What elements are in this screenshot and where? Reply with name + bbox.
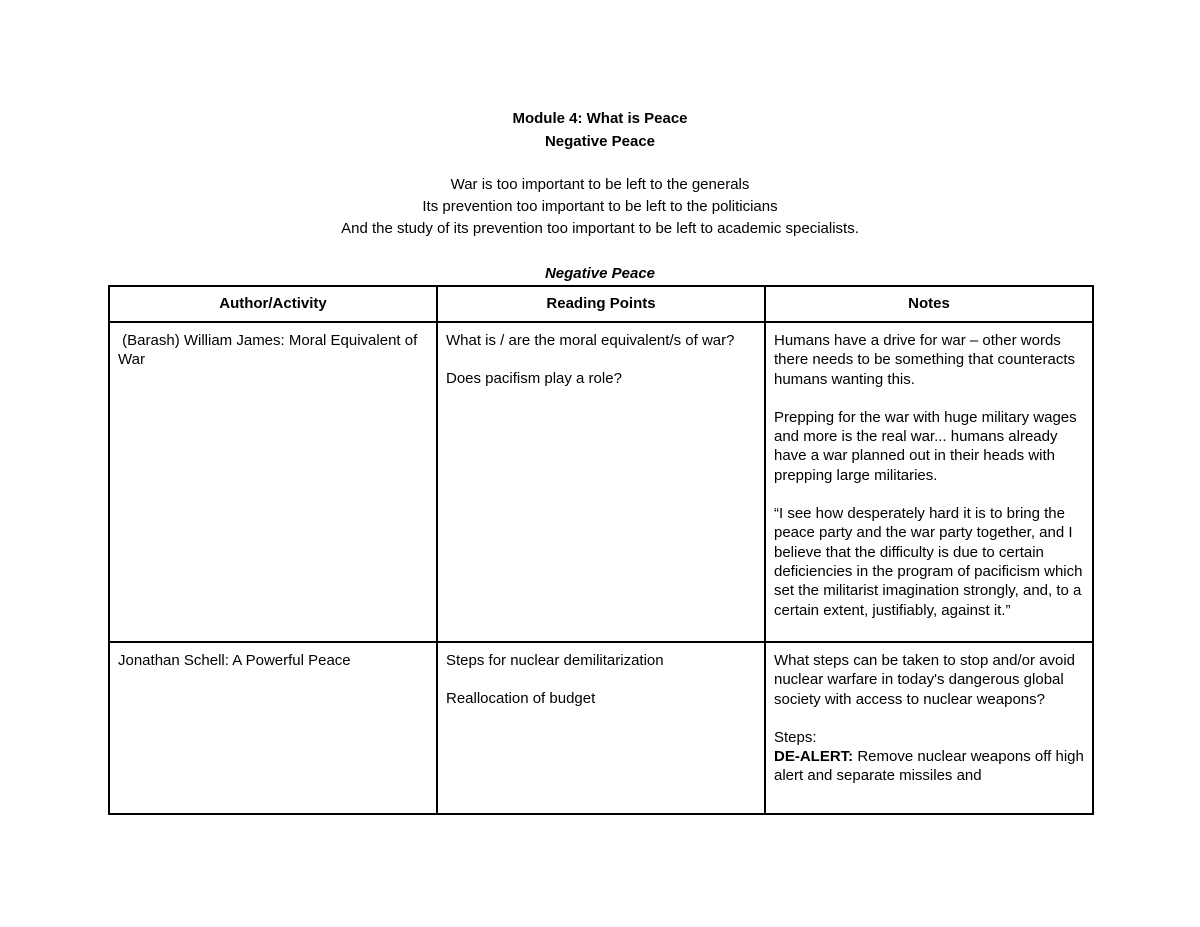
table-row xyxy=(109,322,1093,642)
reading-point: Reallocation of budget xyxy=(446,690,596,708)
document-subtitle: Negative Peace xyxy=(544,133,656,150)
dealert-text: Remove nuclear weapons off high alert and separate missiles and xyxy=(774,748,1084,785)
table-row xyxy=(109,642,1093,814)
table-caption: Negative Peace xyxy=(544,265,656,282)
dealert-step xyxy=(774,747,1084,786)
column-header-author: Author/Activity xyxy=(109,286,437,322)
note-quote: “I see how desperately hard it is to bring the peace party and the war party together, and I believe that the difficulty is due to certain deficiencies in the program of pacificism which set the militarist imagination strongly, and, to a certain extent, justifiably, against it.” xyxy=(774,505,1083,619)
author-cell xyxy=(109,322,437,642)
reading-point: Steps for nuclear demilitarization xyxy=(446,652,664,669)
author-cell xyxy=(109,642,437,814)
reading-points-cell xyxy=(437,322,765,642)
note-paragraph: Humans have a drive for war – other words there needs to be something that counteracts humans wanting this. xyxy=(774,332,1076,388)
reading-table xyxy=(108,285,1094,815)
reading-point: What is / are the moral equivalent/s of war? xyxy=(446,332,735,349)
epigraph-line-3: And the study of its prevention too important to be left to academic specialists. xyxy=(341,220,859,237)
author-text: (Barash) William James: Moral Equivalent of War xyxy=(118,332,422,369)
module-title: Module 4: What is Peace xyxy=(512,110,688,127)
dealert-label: DE-ALERT: xyxy=(774,748,854,766)
table-header-row xyxy=(109,286,1093,322)
notes-cell xyxy=(765,642,1093,814)
author-text: Jonathan Schell: A Powerful Peace xyxy=(118,652,351,669)
column-header-notes: Notes xyxy=(765,286,1093,322)
epigraph-line-1: War is too important to be left to the generals xyxy=(450,176,750,193)
reading-points-cell xyxy=(437,642,765,814)
steps-label: Steps: xyxy=(774,728,817,746)
note-paragraph: What steps can be taken to stop and/or avoid nuclear warfare in today's dangerous global society with access to nuclear weapons? xyxy=(774,652,1076,708)
epigraph-line-2: Its prevention too important to be left to the politicians xyxy=(422,198,778,215)
notes-cell xyxy=(765,322,1093,642)
column-header-reading-points: Reading Points xyxy=(437,286,765,322)
reading-point: Does pacifism play a role? xyxy=(446,370,622,388)
note-paragraph: Prepping for the war with huge military wages and more is the real war... humans already have a war planned out in their heads with prepping large militaries. xyxy=(774,408,1077,484)
